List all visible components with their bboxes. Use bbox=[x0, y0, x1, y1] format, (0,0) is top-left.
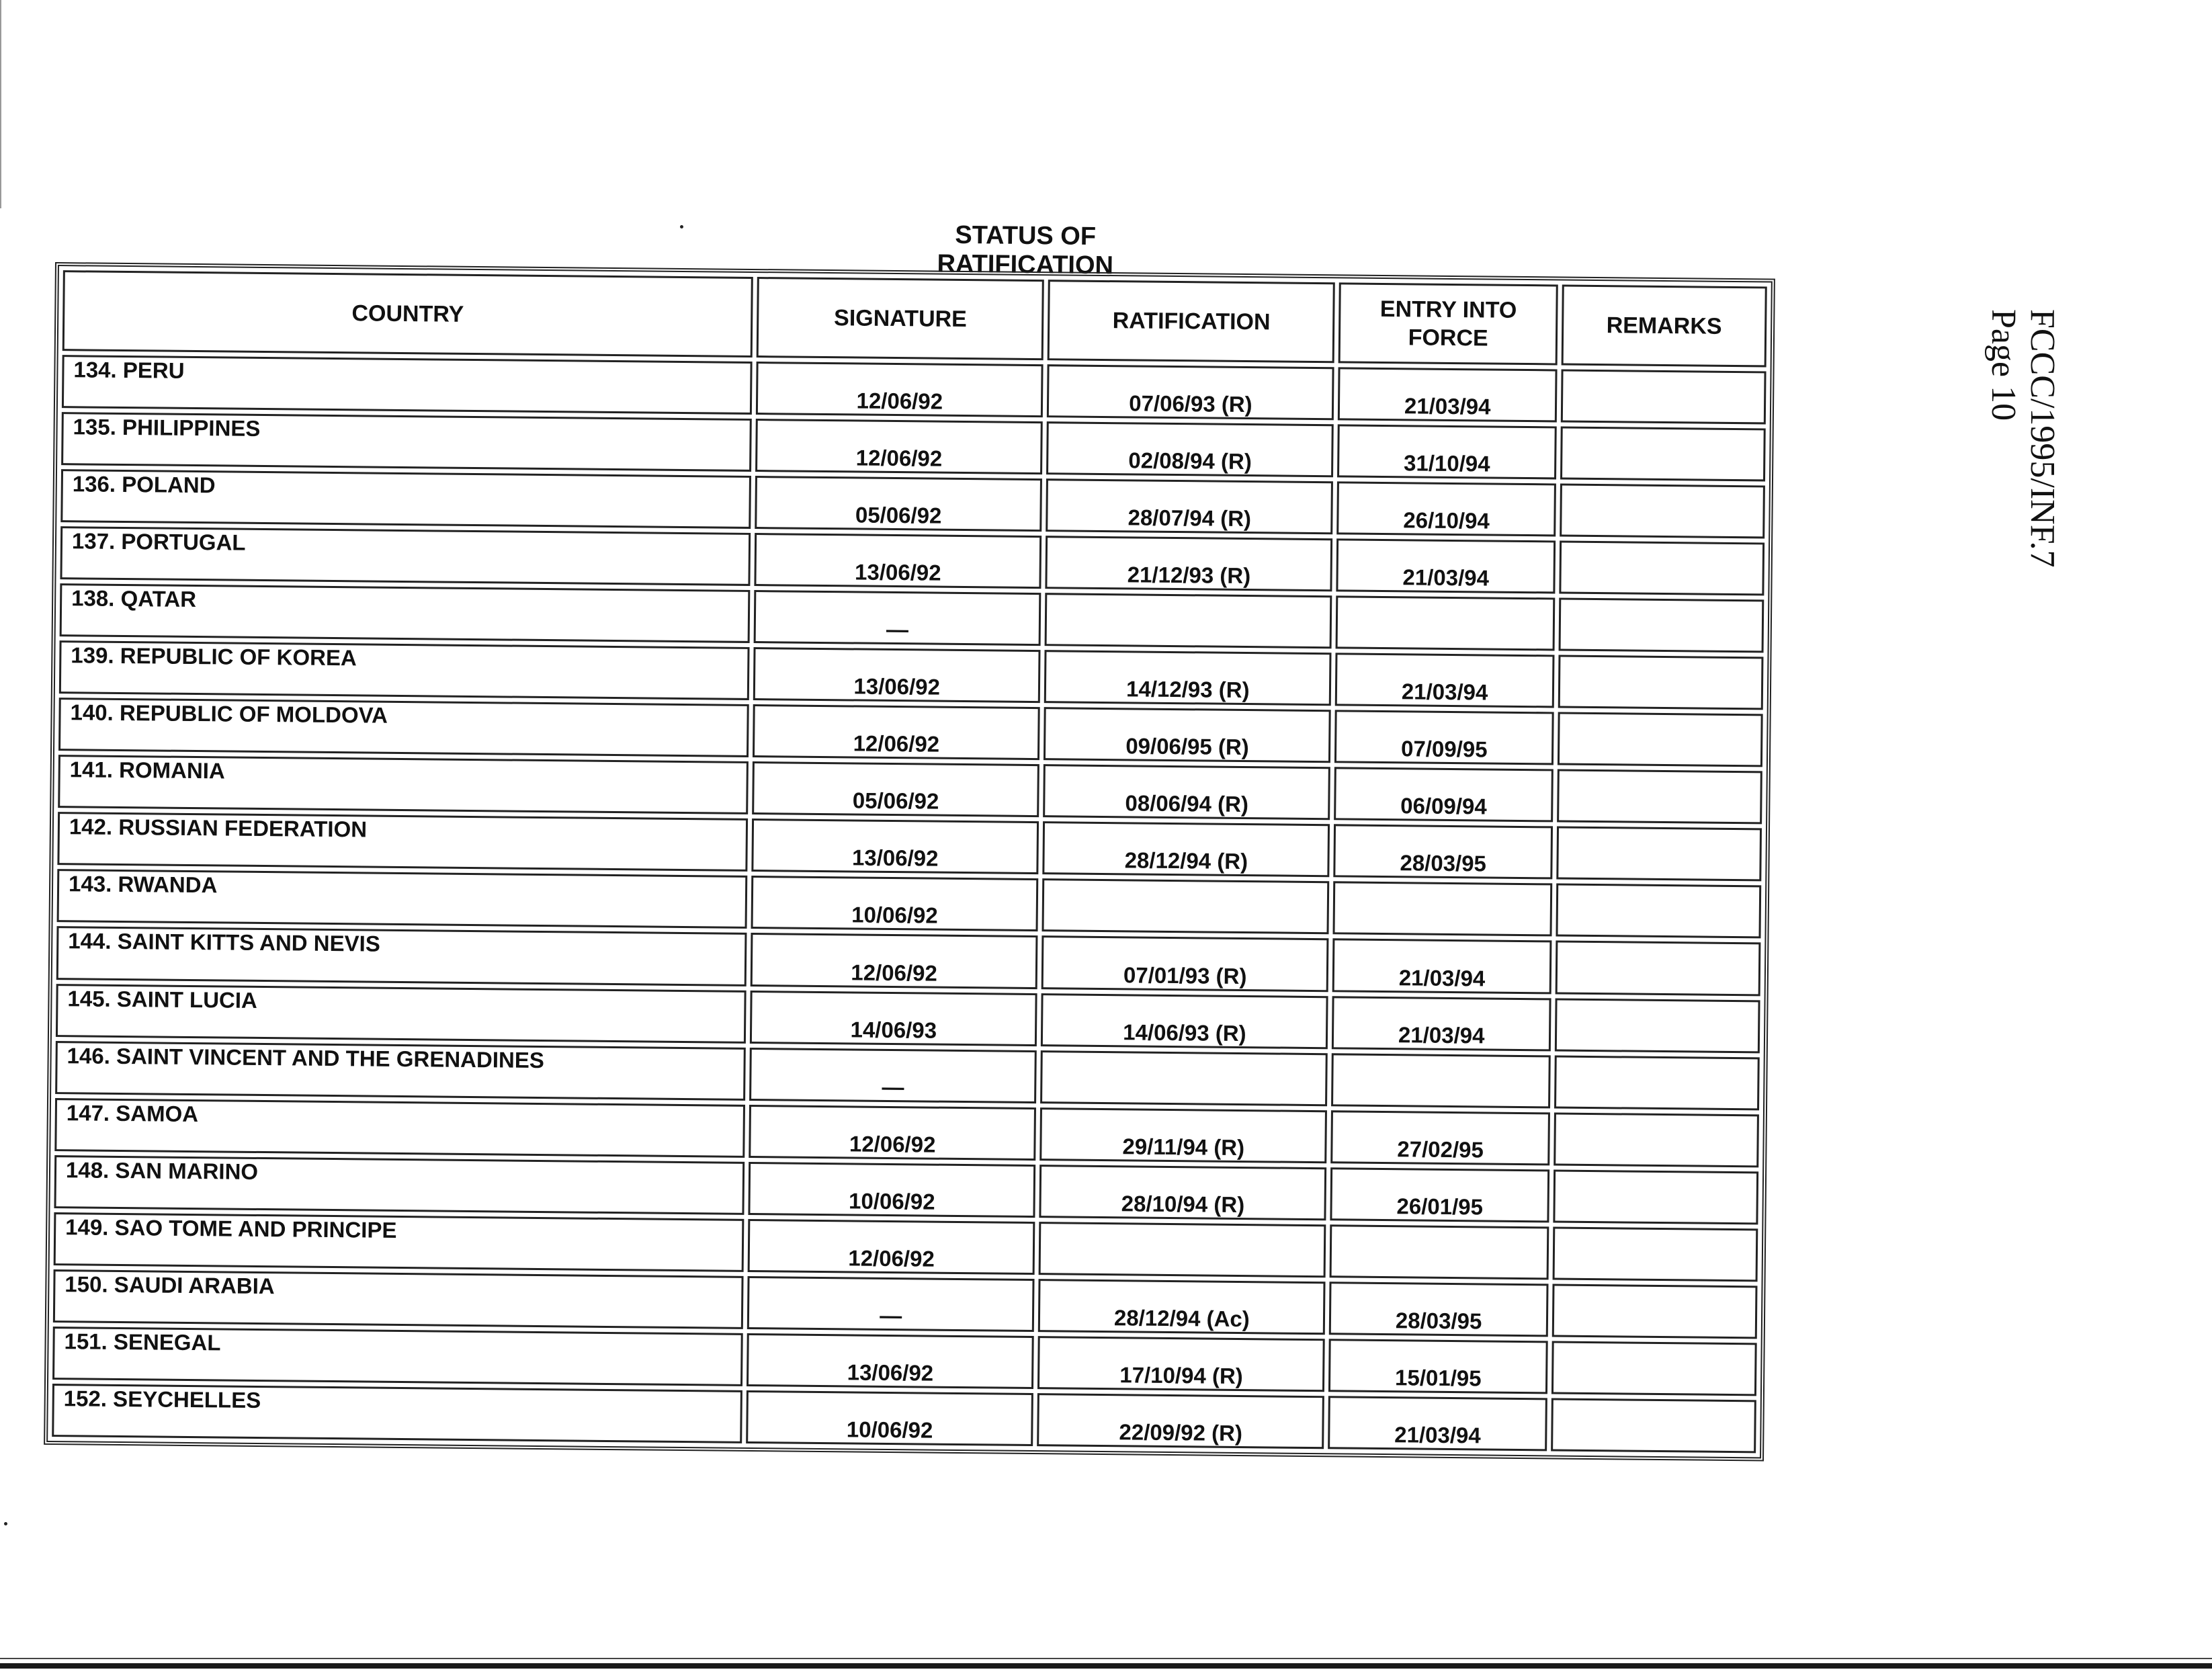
cell-entry-into-force: 07/09/95 bbox=[1334, 710, 1554, 765]
cell-signature: 12/06/92 bbox=[751, 933, 1038, 989]
cell-entry-into-force: 21/03/94 bbox=[1332, 996, 1551, 1051]
cell-signature: 05/06/92 bbox=[755, 476, 1042, 532]
cell-ratification: 29/11/94 (R) bbox=[1040, 1107, 1328, 1163]
cell-signature: 12/06/92 bbox=[753, 704, 1040, 760]
cell-entry-into-force: 21/03/94 bbox=[1336, 538, 1556, 593]
cell-entry-into-force: 21/03/94 bbox=[1332, 939, 1551, 994]
cell-ratification: 28/07/94 (R) bbox=[1046, 478, 1334, 534]
cell-signature: 10/06/92 bbox=[746, 1390, 1033, 1446]
cell-ratification: 22/09/92 (R) bbox=[1037, 1393, 1324, 1449]
cell-country: 151. SENEGAL bbox=[52, 1327, 743, 1386]
cell-signature: 13/06/92 bbox=[755, 533, 1042, 589]
table-header-row bbox=[62, 270, 1767, 367]
cell-country: 136. POLAND bbox=[60, 469, 751, 529]
cell-remarks bbox=[1551, 1341, 1757, 1396]
cell-country: 152. SEYCHELLES bbox=[52, 1384, 742, 1443]
cell-country: 138. QATAR bbox=[60, 583, 751, 643]
cell-signature: 12/06/92 bbox=[756, 362, 1044, 417]
cell-remarks bbox=[1560, 427, 1766, 482]
cell-ratification: 07/06/93 (R) bbox=[1047, 364, 1334, 420]
cell-signature: 13/06/92 bbox=[752, 818, 1039, 874]
cell-entry-into-force bbox=[1333, 882, 1552, 937]
cell-signature: 12/06/92 bbox=[749, 1105, 1036, 1161]
cell-remarks bbox=[1556, 941, 1761, 996]
cell-ratification: 09/06/95 (R) bbox=[1044, 707, 1331, 763]
cell-country: 137. PORTUGAL bbox=[60, 526, 751, 586]
cell-entry-into-force: 28/03/95 bbox=[1334, 825, 1553, 880]
cell-remarks bbox=[1556, 884, 1761, 939]
cell-ratification: 14/12/93 (R) bbox=[1044, 650, 1332, 706]
header-country: COUNTRY bbox=[62, 270, 753, 358]
header-ratification: RATIFICATION bbox=[1048, 280, 1335, 363]
cell-entry-into-force: 21/03/94 bbox=[1338, 367, 1557, 422]
table-row bbox=[52, 1384, 1756, 1453]
table-body bbox=[52, 355, 1766, 1453]
cell-country: 142. RUSSIAN FEDERATION bbox=[57, 812, 748, 872]
cell-entry-into-force: 06/09/94 bbox=[1334, 767, 1554, 823]
cell-signature: 12/06/92 bbox=[748, 1219, 1035, 1275]
cell-entry-into-force: 21/03/94 bbox=[1328, 1396, 1547, 1451]
cell-entry-into-force bbox=[1336, 596, 1555, 651]
cell-country: 135. PHILIPPINES bbox=[61, 412, 752, 472]
cell-signature: 13/06/92 bbox=[753, 647, 1041, 703]
cell-signature: 10/06/92 bbox=[751, 876, 1039, 931]
ratification-table-frame bbox=[44, 262, 1775, 1461]
cell-remarks bbox=[1555, 998, 1760, 1053]
cell-entry-into-force: 26/01/95 bbox=[1330, 1167, 1549, 1222]
cell-signature: 10/06/92 bbox=[749, 1162, 1036, 1218]
cell-remarks bbox=[1560, 484, 1765, 539]
cell-country: 148. SAN MARINO bbox=[54, 1155, 745, 1215]
bottom-rule bbox=[0, 1663, 2212, 1669]
cell-remarks bbox=[1561, 370, 1767, 425]
header-signature: SIGNATURE bbox=[757, 277, 1044, 360]
document-reference bbox=[1984, 309, 2061, 568]
cell-ratification: 21/12/93 (R) bbox=[1046, 536, 1333, 591]
cell-country: 143. RWANDA bbox=[57, 869, 748, 929]
cell-country: 134. PERU bbox=[62, 355, 753, 415]
cell-signature: — bbox=[754, 590, 1041, 646]
cell-entry-into-force: 21/03/94 bbox=[1335, 653, 1554, 708]
ratification-table bbox=[48, 266, 1771, 1457]
cell-remarks bbox=[1558, 712, 1763, 767]
cell-remarks bbox=[1556, 827, 1762, 882]
header-remarks: REMARKS bbox=[1562, 285, 1767, 368]
cell-entry-into-force bbox=[1331, 1053, 1550, 1108]
cell-country: 144. SAINT KITTS AND NEVIS bbox=[56, 927, 747, 986]
cell-remarks bbox=[1558, 655, 1764, 710]
cell-entry-into-force: 27/02/95 bbox=[1331, 1110, 1550, 1165]
cell-remarks bbox=[1554, 1055, 1760, 1110]
cell-entry-into-force: 15/01/95 bbox=[1328, 1339, 1547, 1394]
page-title: STATUS OF RATIFICATION bbox=[937, 220, 1114, 280]
cell-country: 150. SAUDI ARABIA bbox=[53, 1269, 744, 1329]
cell-country: 147. SAMOA bbox=[54, 1098, 745, 1158]
cell-remarks bbox=[1553, 1169, 1758, 1224]
cell-signature: 14/06/93 bbox=[750, 990, 1037, 1046]
cell-country: 141. ROMANIA bbox=[58, 755, 749, 814]
bottom-rule-thin bbox=[0, 1658, 2212, 1659]
cell-entry-into-force bbox=[1330, 1224, 1549, 1279]
cell-country: 146. SAINT VINCENT AND THE GRENADINES bbox=[55, 1041, 746, 1101]
cell-remarks bbox=[1552, 1226, 1758, 1282]
cell-signature: 13/06/92 bbox=[747, 1333, 1034, 1389]
cell-country: 139. REPUBLIC OF KOREA bbox=[59, 640, 750, 700]
scan-left-edge bbox=[0, 0, 1, 208]
cell-remarks bbox=[1552, 1284, 1758, 1339]
document-code: FCCC/1995/INF.7 bbox=[2023, 309, 2061, 568]
scan-speck bbox=[4, 1522, 7, 1525]
cell-country: 140. REPUBLIC OF MOLDOVA bbox=[58, 698, 749, 757]
cell-signature: 12/06/92 bbox=[755, 419, 1043, 474]
cell-ratification: 17/10/94 (R) bbox=[1037, 1336, 1325, 1392]
page-number: Page 10 bbox=[1984, 309, 2023, 421]
cell-signature: — bbox=[747, 1276, 1035, 1332]
cell-ratification bbox=[1042, 879, 1330, 935]
cell-remarks bbox=[1554, 1112, 1759, 1167]
cell-signature: 05/06/92 bbox=[752, 761, 1039, 817]
scan-speck bbox=[680, 225, 683, 228]
cell-ratification: 28/12/94 (Ac) bbox=[1038, 1279, 1326, 1335]
cell-remarks bbox=[1551, 1398, 1756, 1453]
header-entry-into-force: ENTRY INTO FORCE bbox=[1338, 282, 1558, 365]
cell-ratification: 02/08/94 (R) bbox=[1046, 421, 1334, 477]
cell-remarks bbox=[1558, 598, 1764, 653]
cell-ratification: 08/06/94 (R) bbox=[1043, 764, 1330, 820]
cell-remarks bbox=[1557, 769, 1762, 825]
cell-ratification: 28/12/94 (R) bbox=[1043, 822, 1330, 878]
cell-ratification: 14/06/93 (R) bbox=[1041, 993, 1328, 1049]
cell-ratification: 28/10/94 (R) bbox=[1039, 1165, 1327, 1220]
cell-country: 149. SAO TOME AND PRINCIPE bbox=[54, 1212, 745, 1272]
cell-ratification bbox=[1045, 593, 1332, 648]
cell-signature: — bbox=[749, 1048, 1037, 1103]
cell-entry-into-force: 26/10/94 bbox=[1337, 481, 1556, 536]
cell-ratification bbox=[1039, 1222, 1326, 1277]
cell-entry-into-force: 28/03/95 bbox=[1329, 1282, 1548, 1337]
cell-ratification bbox=[1040, 1050, 1328, 1106]
cell-remarks bbox=[1559, 541, 1764, 596]
cell-ratification: 07/01/93 (R) bbox=[1041, 936, 1329, 992]
cell-country: 145. SAINT LUCIA bbox=[56, 984, 747, 1044]
cell-entry-into-force: 31/10/94 bbox=[1337, 424, 1556, 479]
